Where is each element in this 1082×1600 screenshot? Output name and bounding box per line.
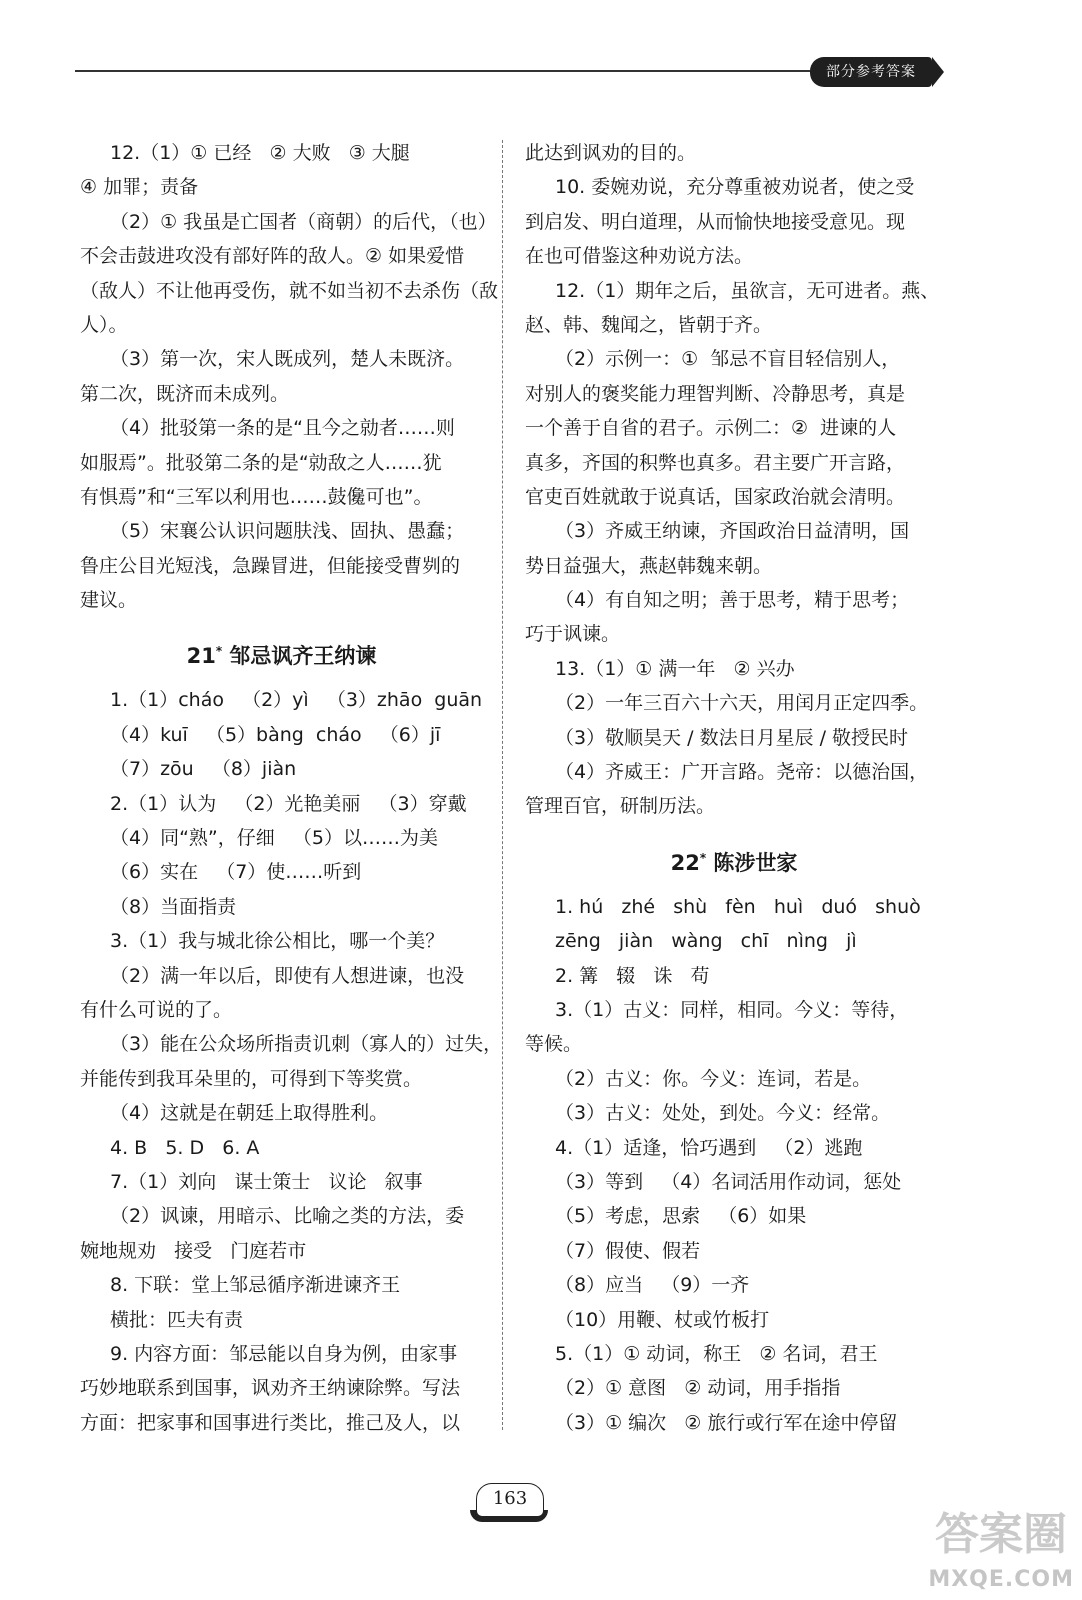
answer-line: 管理百官，研制历法。 — [525, 795, 716, 818]
answer-line: （2）示例一：① 邹忌不盲目轻信别人， — [555, 348, 901, 371]
answer-line: （8）应当 （9）一齐 — [555, 1274, 750, 1297]
answer-line: 婉地规劝 接受 门庭若市 — [80, 1239, 307, 1262]
answer-line: （3）① 编次 ② 旅行或行军在途中停留 — [555, 1411, 898, 1434]
answer-line: 对别人的褒奖能力理智判断、冷静思考，真是 — [525, 382, 906, 405]
answer-line: 方面：把家事和国事进行类比，推己及人，以 — [80, 1411, 461, 1434]
answer-line: 9. 内容方面：邹忌能以自身为例，由家事 — [110, 1342, 458, 1365]
answer-line: （8）当面指责 — [110, 895, 237, 918]
answer-line: 有什么可说的了。 — [80, 998, 233, 1021]
answer-line: （2）① 我虽是亡国者（商朝）的后代，（也） — [110, 210, 497, 233]
answer-line: （2）① 意图 ② 动词，用手指指 — [555, 1377, 841, 1400]
answer-line: （2）满一年以后，即使有人想进谏，也没 — [110, 964, 465, 987]
column-divider — [502, 140, 503, 1430]
answer-line: 3.（1）古义：同样，相同。今义：等待， — [555, 998, 909, 1021]
answer-line: 不会击鼓进攻没有部好阵的敌人。② 如果爱惜 — [80, 245, 465, 268]
section-title-number: 21 — [186, 644, 216, 669]
answer-line: 人）。 — [80, 313, 128, 336]
answer-line: ④ 加罪；责备 — [80, 176, 199, 199]
answer-line: 等候。 — [525, 1033, 583, 1056]
answer-line: （4）这就是在朝廷上取得胜利。 — [110, 1102, 389, 1125]
answer-line: （3）等到 （4）名词活用作动词，惩处 — [555, 1170, 902, 1193]
answer-line: 5.（1）① 动词，称王 ② 名词，君王 — [555, 1342, 878, 1365]
section-title-21 — [80, 629, 483, 683]
answer-line: 建议。 — [80, 589, 138, 612]
answer-line: 8. 下联：堂上邹忌循序渐进谏齐王 — [110, 1274, 401, 1297]
right-column — [525, 136, 943, 1440]
answer-line: 到启发、明白道理，从而愉快地接受意见。现 — [525, 210, 906, 233]
watermark-logo: 答案圈 — [935, 1509, 1067, 1560]
answer-line: 在也可借鉴这种劝说方法。 — [525, 245, 754, 268]
answer-line: （4）同“熟”，仔细 （5）以……为美 — [110, 827, 438, 850]
answer-line: （4）批驳第一条的是“且今之勍者……则 — [110, 417, 455, 440]
answer-line: 4. B 5. D 6. A — [110, 1136, 260, 1159]
answer-line: （2）一年三百六十六天，用闰月正定四季。 — [555, 692, 929, 715]
answer-line: （4）齐威王：广开言路。尧帝：以德治国， — [555, 761, 929, 784]
answer-line: 7.（1）刘向 谋士策士 议论 叙事 — [110, 1170, 423, 1193]
answer-line: （2）讽谏，用暗示、比喻之类的方法，委 — [110, 1205, 465, 1228]
section-title-22 — [525, 836, 943, 890]
answer-line: 如服焉”。批驳第二条的是“勍敌之人……犹 — [80, 451, 442, 474]
answer-line: zēng jiàn wàng chī nìng jì — [555, 930, 857, 953]
answer-line: 一个善于自省的君子。示例二：② 进谏的人 — [525, 417, 897, 440]
answer-line: 巧于讽谏。 — [525, 623, 621, 646]
answer-line: （3）齐威王纳谏，齐国政治日益清明，国 — [555, 520, 910, 543]
answer-line: 并能传到我耳朵里的，可得到下等奖赏。 — [80, 1067, 423, 1090]
answer-line: 第二次，既济而未成列。 — [80, 382, 290, 405]
section-tab: 部分参考答案 — [810, 57, 932, 87]
answer-line: 1.（1）cháo （2）yì （3）zhāo guān — [110, 689, 483, 712]
section-title-star: * — [699, 850, 707, 865]
answer-line: （敌人）不让他再受伤，就不如当初不去杀伤（敌 — [80, 279, 499, 302]
answer-line: 4.（1）适逢，恰巧遇到 （2）逃跑 — [555, 1136, 863, 1159]
watermark: MXQE.COM — [928, 1567, 1074, 1592]
answer-line: 势日益强大，燕赵韩魏来朝。 — [525, 554, 773, 577]
section-title-text: 陈涉世家 — [713, 850, 798, 875]
answer-line: （3）古义：处处，到处。今义：经常。 — [555, 1102, 891, 1125]
answer-line: （10）用鞭、杖或竹板打 — [555, 1308, 770, 1331]
answer-line: （3）第一次，宋人既成列，楚人未既济。 — [110, 348, 465, 371]
answer-line: 1. hú zhé shù fèn huì duó shuò — [555, 895, 921, 918]
answer-line: （3）敬顺昊天 / 数法日月星辰 / 敬授民时 — [555, 726, 909, 749]
section-title-star: * — [215, 644, 223, 659]
answer-line: 横批：匹夫有责 — [110, 1308, 244, 1331]
answer-line: 有惧焉”和“三军以利用也……鼓儳可也”。 — [80, 485, 433, 508]
answer-line: （4）有自知之明；善于思考，精于思考； — [555, 589, 910, 612]
section-title-text: 邹忌讽齐王纳谏 — [229, 644, 377, 669]
left-column — [80, 136, 503, 1440]
answer-line: （4）kuī （5）bàng cháo （6）jī — [110, 723, 441, 746]
page-number: 163 — [476, 1483, 544, 1517]
answer-line: 12.（1）期年之后，虽欲言，无可进者。燕、 — [555, 279, 940, 302]
answer-line: （7）假使、假若 — [555, 1239, 701, 1262]
answer-line: 真多，齐国的积弊也真多。君主要广开言路， — [525, 451, 906, 474]
answer-line: 13.（1）① 满一年 ② 兴办 — [555, 657, 795, 680]
answer-line: （3）能在公众场所指责讥刺（寡人的）过失， — [110, 1033, 503, 1056]
answer-line: （6）实在 （7）使……听到 — [110, 861, 362, 884]
section-title-number: 22 — [670, 850, 700, 875]
answer-line: 2.（1）认为 （2）光艳美丽 （3）穿戴 — [110, 792, 467, 815]
answer-line: 赵、韩、魏闻之，皆朝于齐。 — [525, 313, 773, 336]
answer-line: 12.（1）① 已经 ② 大败 ③ 大腿 — [110, 142, 410, 164]
answer-line: 官吏百姓就敢于说真话，国家政治就会清明。 — [525, 485, 906, 508]
answer-line: 3.（1）我与城北徐公相比，哪一个美？ — [110, 930, 445, 953]
answer-line: 鲁庄公目光短浅，急躁冒进，但能接受曹刿的 — [80, 554, 461, 577]
answer-line: （5）宋襄公认识问题肤浅、固执、愚蠢； — [110, 520, 465, 543]
answer-line: 此达到讽劝的目的。 — [525, 142, 697, 164]
answer-line: （5）考虑，思索 （6）如果 — [555, 1205, 807, 1228]
answer-line: （2）古义：你。今义：连词，若是。 — [555, 1067, 872, 1090]
answer-line: 2. 篝 辍 诛 苟 — [555, 964, 710, 987]
answer-line: 巧妙地联系到国事，讽劝齐王纳谏除弊。写法 — [80, 1377, 461, 1400]
answer-line: 10. 委婉劝说，充分尊重被劝说者，使之受 — [555, 176, 915, 199]
answer-line: （7）zōu （8）jiàn — [110, 758, 297, 781]
header-rule — [75, 70, 810, 72]
